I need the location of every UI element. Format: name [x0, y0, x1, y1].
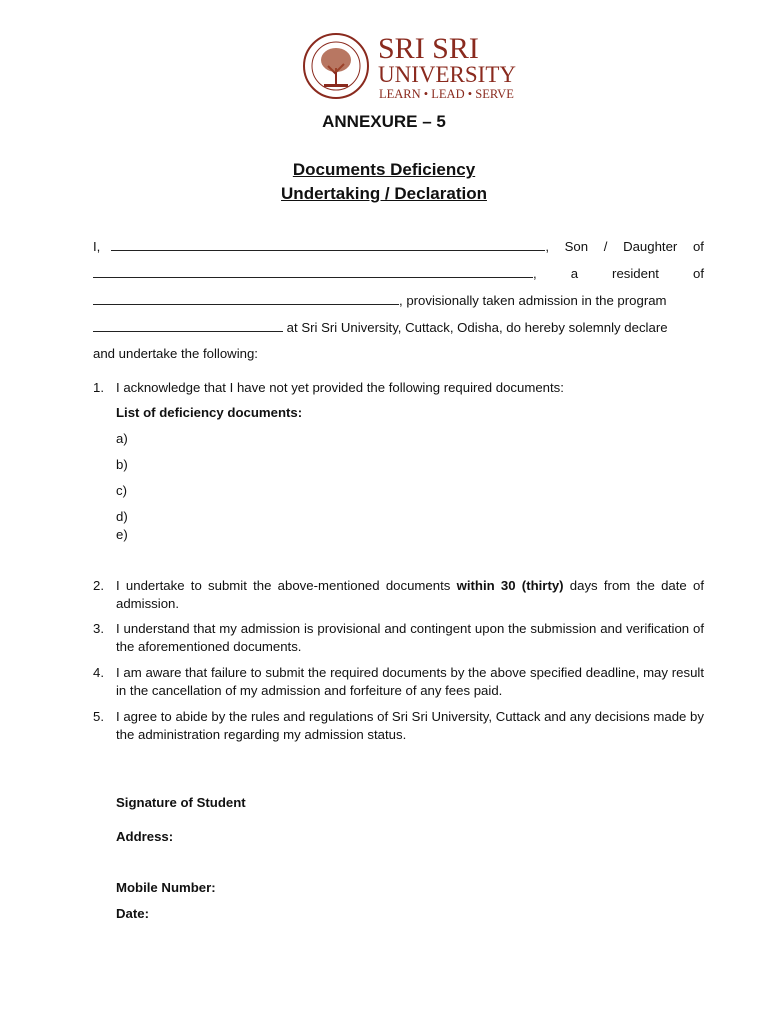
- declaration-item-1: 1. I acknowledge that I have not yet provided the following required documents:: [93, 380, 564, 395]
- intro-line-4: at Sri Sri University, Cuttack, Odisha, do hereby solemnly declare: [93, 319, 704, 337]
- logo-name-line1: SRI SRI: [378, 32, 479, 65]
- annexure-title: ANNEXURE – 5: [322, 112, 446, 131]
- logo-tagline: LEARN • LEAD • SERVE: [379, 87, 514, 101]
- declaration-item-3: 3. I understand that my admission is provisional and contingent upon the submission and verification of the aforementioned documents.: [93, 621, 704, 654]
- logo-name-line2: UNIVERSITY: [378, 62, 516, 87]
- program-blank[interactable]: [93, 319, 283, 332]
- deficiency-heading: List of deficiency documents:: [116, 405, 303, 420]
- address-label: Address:: [116, 829, 174, 844]
- date-label: Date:: [116, 906, 149, 921]
- name-blank[interactable]: [111, 238, 545, 251]
- deficiency-item-e: e): [116, 527, 128, 542]
- deficiency-item-a: a): [116, 431, 128, 446]
- intro-line-1: I, , Son / Daughter of: [93, 239, 704, 254]
- doc-title-line1: Documents Deficiency: [292, 160, 476, 179]
- declaration-item-4: 4. I am aware that failure to submit the required documents by the above specified deadline, may result in the cancellation of my admission and forfeiture of any fees paid.: [93, 665, 704, 698]
- intro-i: I,: [93, 239, 101, 254]
- intro-line-2: , a resident of: [93, 265, 704, 281]
- resident-blank[interactable]: [93, 292, 399, 305]
- university-logo: [302, 30, 522, 102]
- mobile-label: Mobile Number:: [116, 880, 216, 895]
- intro-line-3: , provisionally taken admission in the program: [93, 292, 704, 310]
- deficiency-item-b: b): [116, 457, 128, 472]
- declaration-item-5: 5. I agree to abide by the rules and regulations of Sri Sri University, Cuttack and any decisions made by the administration regarding my admission status.: [93, 709, 704, 742]
- signature-label: Signature of Student: [116, 795, 246, 810]
- intro-line-5: and undertake the following:: [93, 346, 258, 361]
- doc-title-line2: Undertaking / Declaration: [281, 184, 487, 203]
- deficiency-item-c: c): [116, 483, 127, 498]
- deficiency-item-d: d): [116, 509, 128, 524]
- parent-name-blank[interactable]: [93, 265, 533, 278]
- university-logo-graphic: [302, 30, 522, 102]
- declaration-item-2: 2. I undertake to submit the above-mentioned documents within 30 (thirty) days from the date of admission.: [93, 578, 704, 611]
